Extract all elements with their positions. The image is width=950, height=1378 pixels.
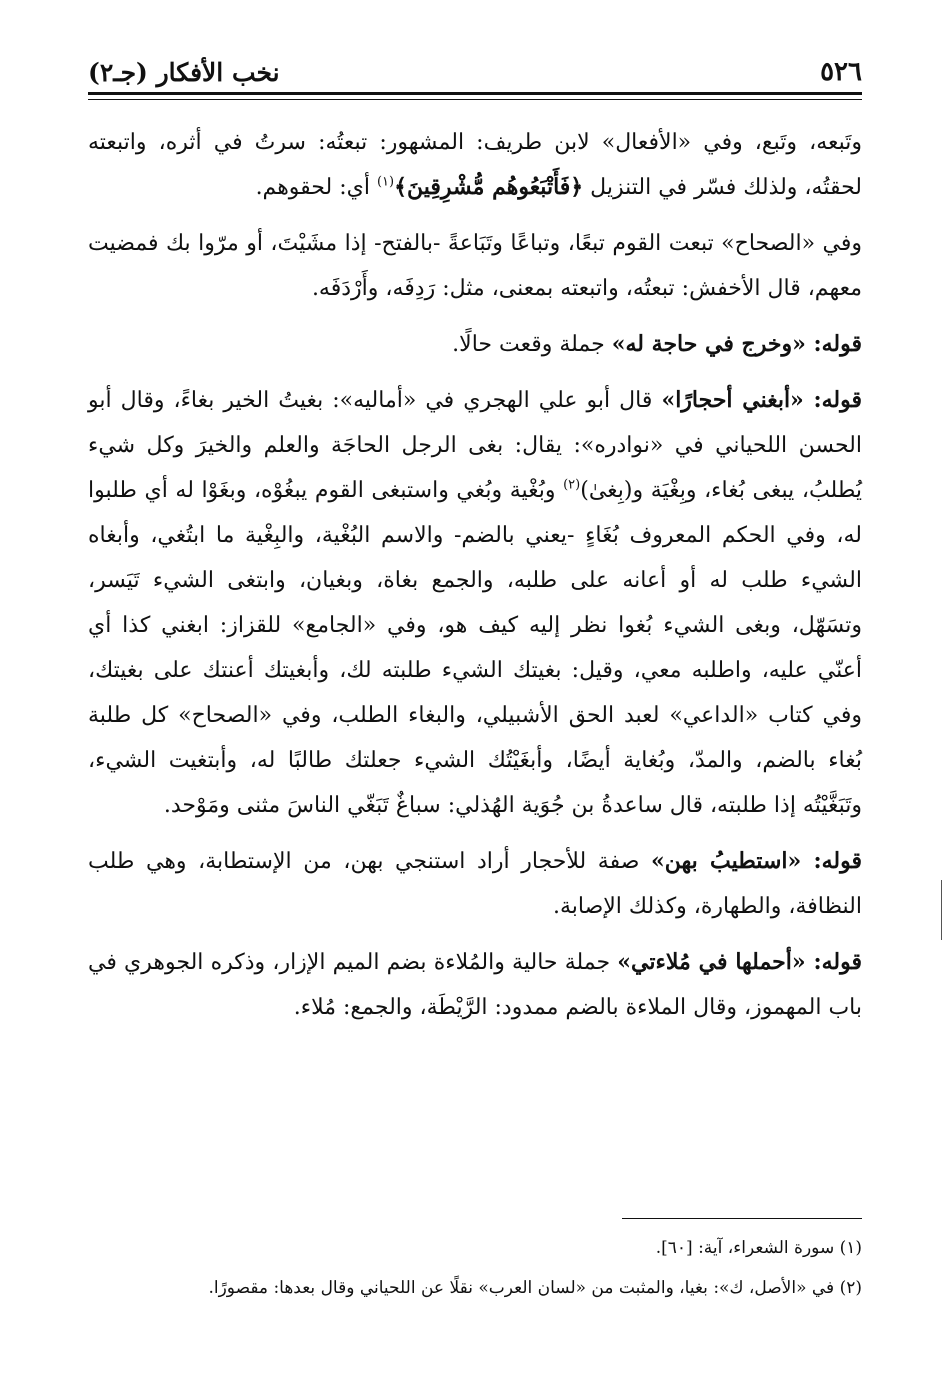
main-text (88, 120, 862, 1041)
paragraph-text: أي: لحقوهم. (255, 175, 377, 200)
paragraph-text: وبُغْية وبُغي واستبغى القوم يبغُوْه، وبغَوْا له أي طلبوا له، وفي الحكم المعروف بُغَاءٍ -يعني بالضم- والاسم البُغْية، والبِغْية ما ابتُغي، وأبغاه الشيء طلب له أو أعانه على طلبه، والجمع بغاة، وبغيان، وابتغى الشيء تَيَسر، وتسَهّل، وبغى الشيء بُغوا نظر إليه كيف هو، وفي «الجامع» للقزاز: ابغني كذا أي أعنّي عليه، واطلبه معي، وقيل: بغيتك الشيء طلبته لك، وأبغيتك أعنتك على بغيتك، وفي كتاب «الداعي» لعبد الحق الأشبيلي، والبغاء الطلب، وفي «الصحاح» كل طلبة بُغاء بالضم، والمدّ، وبُغاية أيضًا، وأبغَيْتُك الشيء جعلتك طالبًا له، وأبتغيت الشيء، وتَبَغَّيْتُه إذا طلبته، قال ساعدةُ بن جُوَية الهُذلي: سباغٌ تَبَغّي الناسَ مثنى ومَوْحد. (88, 478, 862, 818)
footnote-ref-2: (٢) (563, 477, 581, 493)
header-rule-thick (88, 92, 862, 95)
paragraph-text: وتَبعه، وتَبع، وفي «الأفعال» لابن طريف: المشهور: تبعتُه: سرتُ في أثره، واتبعته لحقتُه، ولذلك فسّر في التنزيل (88, 130, 862, 200)
page-number: ٥٢٦ (820, 57, 862, 87)
footnotes (88, 1228, 862, 1308)
paragraph-text: قال أبو علي الهجري في «أماليه»: بغيتُ الخير بغاءً، وقال أبو الحسن اللحياني في «نوادره»: يقال: بغى الرجل الحاجَة والعلم والخيرَ وكل شيء يُطلبُ، يبغى بُغاء، وبِغْيَة و(بِغىٰ) (88, 388, 863, 503)
paragraph-3 (88, 322, 862, 367)
paragraph-text: جملة وقعت حالًا. (452, 332, 612, 357)
footnote-2: (٢) في «الأصل، ك»: بغيا، والمثبت من «لسان العرب» نقلًا عن اللحياني وقال بعدها: مقصورًا. (208, 1278, 862, 1298)
footnote-1: (١) سورة الشعراء، آية: [٦٠]. (655, 1238, 862, 1258)
paragraph-6 (88, 940, 862, 1030)
paragraph-4 (88, 378, 862, 828)
paragraph-text: صفة للأحجار أراد استنجي بهن، من الإستطابة، وهي طلب النظافة، والطهارة، وكذلك الإصابة. (88, 849, 862, 919)
header-rule-thin (88, 99, 862, 100)
paragraph-1 (88, 120, 862, 210)
paragraph-5 (88, 839, 862, 929)
paragraph-text: جملة حالية والمُلاءة بضم الميم الإزار، وذكره الجوهري في باب المهموز، وقال الملاءة بالضم ممدود: الرَّيْطَة، والجمع: مُلاء. (88, 950, 862, 1020)
scan-margin-mark (941, 880, 942, 940)
lemma-heading: قوله: «استطيبُ بهن» (651, 848, 862, 874)
paragraph-2: وفي «الصحاح» تبعت القوم تبعًا، وتباعًا وتَبَاعةً -بالفتح- إذا مشَيْتَ، أو مرّوا بك فمضيت معهم، قال الأخفش: تبعتُه، واتبعته بمعنى، مثل: رَدِفَه، وأَرْدَفَه. (88, 231, 862, 301)
footnote-separator (622, 1218, 862, 1219)
quran-verse: ﴿فَأَتْبَعُوهُم مُّشْرِقِينَ﴾ (394, 174, 584, 200)
lemma-heading: قوله: «أحملها في مُلاءتي» (617, 949, 862, 975)
page-header (88, 52, 862, 92)
footnote-ref-1: (١) (376, 174, 395, 190)
running-title: نخب الأفكار (جـ٢) (88, 57, 280, 87)
lemma-heading: قوله: «وخرج في حاجة له» (611, 331, 862, 357)
lemma-heading: قوله: «أبغني أحجارًا» (661, 387, 863, 413)
